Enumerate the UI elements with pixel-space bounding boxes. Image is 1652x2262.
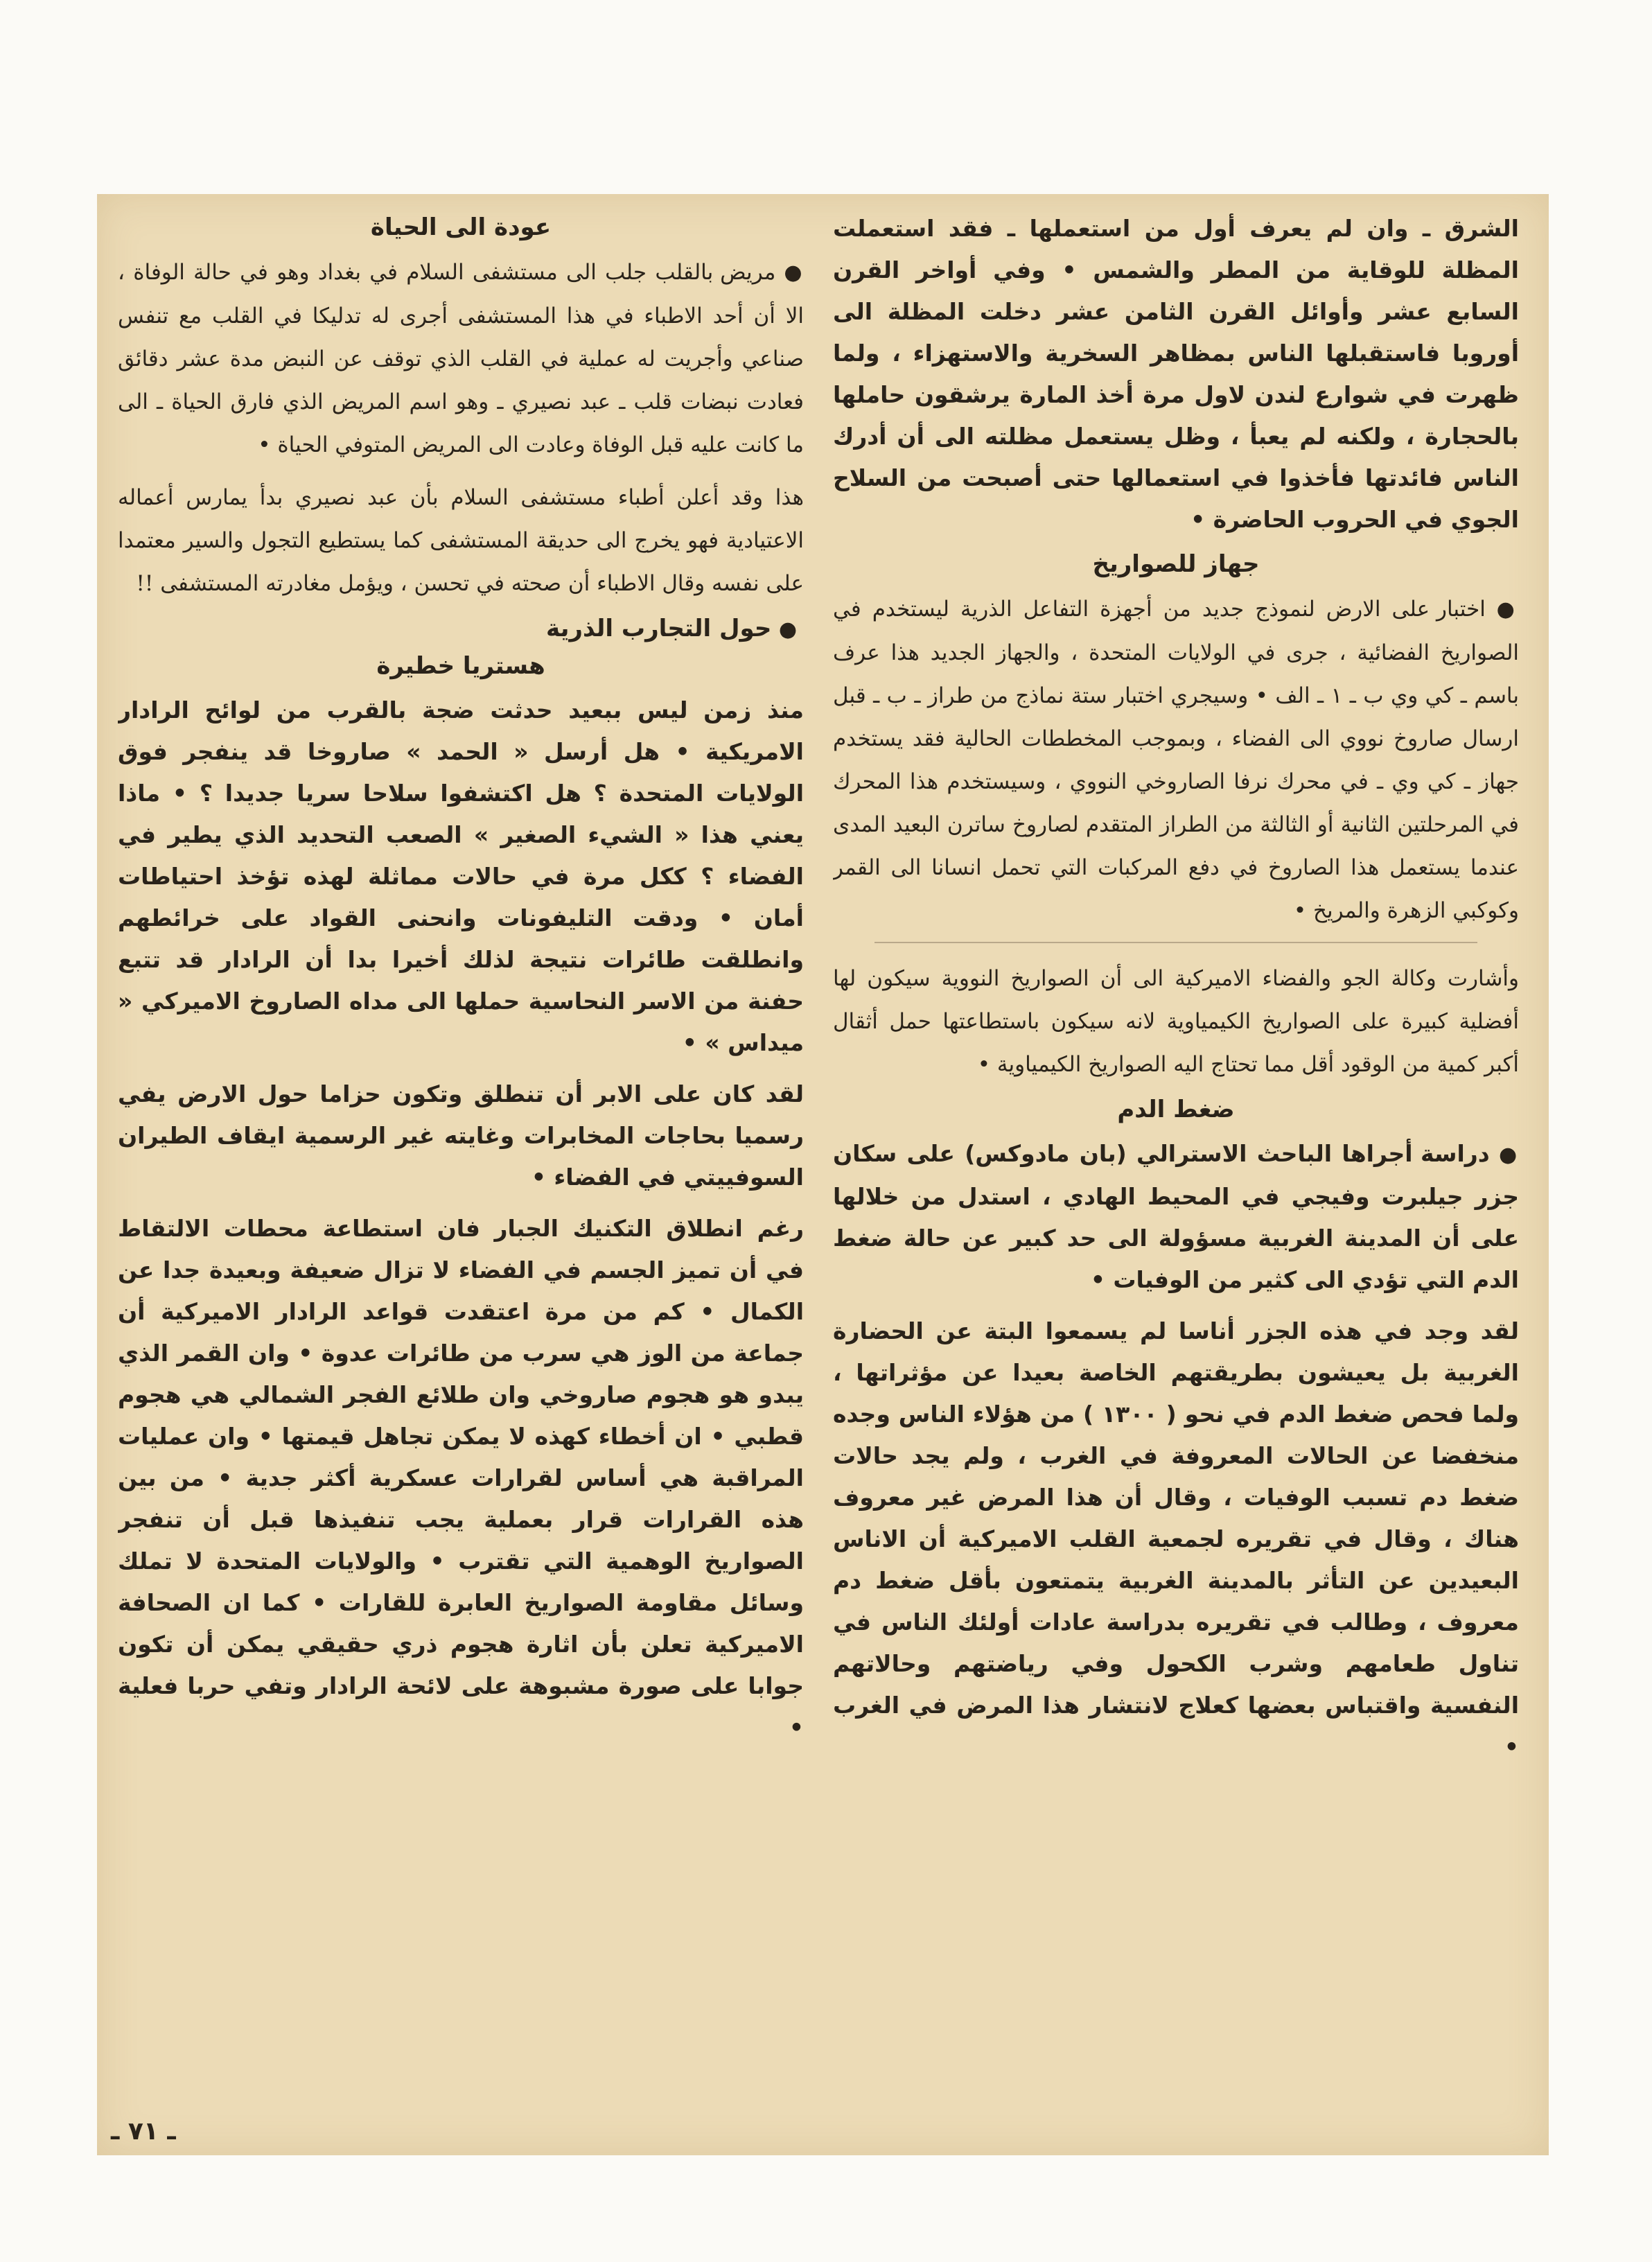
hysteria-paragraph-3: رغم انطلاق التكنيك الجبار فان استطاعة محطات الالتقاط في أن تميز الجسم في الفضاء لا تزال ضعيفة وبعيدة جدا عن الكمال • كم من مرة اعتقدت قواعد الرادار الاميركية أن جماعة من الوز هي سرب من طائرات عدوة • وان القمر الذي يبدو هو هجوم صاروخي وان طلائع الفجر الشمالي هي هجوم قطبي • ان أخطاء كهذه لا يمكن تجاهل قيمتها • وان عمليات المراقبة هي أساس لقرارات عسكرية أكثر جدية • من بين هذه القرارات قرار بعملية يجب تنفيذها قبل أن تنفجر الصواريخ الوهمية التي تقترب • والولايات المتحدة لا تملك وسائل مقاومة الصواريخ العابرة للقارات • كما ان الصحافة الاميركية تعلن بأن اثارة هجوم ذري حقيقي يمكن أن تكون جوابا على صورة مشبوهة على لائحة الرادار وتفي حربا فعلية • [118,1215,804,1741]
blood-pressure-paragraph-2: لقد وجد في هذه الجزر أناسا لم يسمعوا البتة عن الحضارة الغربية بل يعيشون بطريقتهم الخاصة بعيدا عن مؤثراتها ، ولما فحص ضغط الدم في نحو ( ١٣٠٠ ) من هؤلاء الناس وجده منخفضا عن الحالات المعروفة في الغرب ، ولم يجد حالات ضغط دم تسبب الوفيات ، وقال أن هذا المرض غير معروف هناك ، وقال في تقريره لجمعية القلب الاميركية أن الاناس البعيدين عن التأثر بالمدينة الغربية يتمتعون بأقل ضغط دم معروف ، وطالب في تقريره بدراسة عادات أولئك الناس في تناول طعامهم وشرب الكحول وفي رياضتهم وحالاتهم النفسية واقتباس بعضها كعلاج لانتشار هذا المرض في الغرب • [833,1317,1519,1760]
hysteria-paragraph-1: منذ زمن ليس ببعيد حدثت ضجة بالقرب من لوائح الرادار الامريكية • هل أرسل « الحمد » صاروخا قد ينفجر فوق الولايات المتحدة ؟ هل اكتشفوا سلاحا سريا جديدا ؟ • ماذا يعني هذا « الشيء الصغير » الصعب التحديد الذي يطير في الفضاء ؟ ككل مرة في حالات مماثلة لهذه تؤخذ احتياطات أمان • ودقت التليفونات وانحنى القواد على خرائطهم وانطلقت طائرات نتيجة لذلك أخيرا بدا أن الرادار قد تتبع حفنة من الاسر النحاسية حملها الى مداه الصاروخ الاميركي « ميداس » • [118,696,804,1056]
blood-pressure-heading: ضغط الدم [1117,1096,1235,1123]
return-to-life-heading: عودة الى الحياة [370,213,552,241]
hysteria-heading: هستريا خطيرة [376,652,545,680]
hysteria-paragraph-2: لقد كان على الابر أن تنطلق وتكون حزاما حول الارض يفي رسميا بحاجات المخابرات وغايته غير الرسمية ايقاف الطيران السوفييتي في الفضاء • [118,1080,804,1191]
left-column [118,208,804,2107]
right-column [833,208,1519,2107]
return-to-life-paragraph-1: ● مريض بالقلب جلب الى مستشفى السلام في بغداد وهو في حالة الوفاة ، الا أن أحد الاطباء في هذا المستشفى أجرى له تدليكا في القلب مع تنفس صناعي وأجريت له عملية في القلب الذي توقف عن النبض مدة عشر دقائق فعادت نبضات قلب ـ عبد نصيري ـ وهو اسم المريض الذي فارق الحياة ـ الى ما كانت عليه قبل الوفاة وعادت الى المريض المتوفي الحياة • [118,251,804,466]
blood-pressure-paragraph-1: ● دراسة أجراها الباحث الاسترالي (بان مادوكس) على سكان جزر جيلبرت وفيجي في المحيط الهادي ، استدل من خلالها على أن المدينة الغربية مسؤولة الى حد كبير عن حالة ضغط الدم التي تؤدي الى كثير من الوفيات • [833,1133,1519,1301]
page-number: ـ ٧١ ـ [111,2117,176,2146]
magazine-page [97,194,1549,2155]
separator-line [875,942,1477,943]
nuclear-tests-heading: ● حول التجارب الذرية [118,615,804,642]
rocket-paragraph-1: ● اختبار على الارض لنموذج جديد من أجهزة التفاعل الذرية ليستخدم في الصواريخ الفضائية ، جرى في الولايات المتحدة ، والجهاز الجديد هذا عرف باسم ـ كي وي ب ـ ١ ـ الف • وسيجري اختبار ستة نماذج من طراز ـ ب ـ قبل ارسال صاروخ نووي الى الفضاء ، وبموجب المخططات الحالية فقد يستخدم جهاز ـ كي وي ـ في محرك نرفا الصاروخي النووي ، وسيستخدم هذا المحرك في المرحلتين الثانية أو الثالثة من الطراز المتقدم لصاروخ ساترن البعيد المدى عندما يستعمل هذا الصاروخ في دفع المركبات التي تحمل انسانا الى القمر وكوكبي الزهرة والمريخ • [833,588,1519,932]
rocket-heading: جهاز للصواريخ [1092,550,1260,578]
return-to-life-paragraph-2: هذا وقد أعلن أطباء مستشفى السلام بأن عبد نصيري بدأ يمارس أعماله الاعتيادية فهو يخرج الى حديقة المستشفى كما يستطيع التجول والسير معتمدا على نفسه وقال الاطباء أن صحته في تحسن ، ويؤمل مغادرته المستشفى !! [118,485,804,596]
rocket-paragraph-2: وأشارت وكالة الجو والفضاء الاميركية الى أن الصواريخ النووية سيكون لها أفضلية كبيرة على الصواريخ الكيمياوية لانه سيكون باستطاعتها حمل أثقال أكبر كمية من الوقود أقل مما تحتاج اليه الصواريخ الكيمياوية • [833,966,1519,1077]
umbrella-paragraph: الشرق ـ وان لم يعرف أول من استعملها ـ فقد استعملت المظلة للوقاية من المطر والشمس • وفي أواخر القرن السابع عشر وأوائل القرن الثامن عشر دخلت المظلة الى أوروبا فاستقبلها الناس بمظاهر السخرية والاستهزاء ، ولما ظهرت في شوارع لندن لاول مرة أخذ المارة يرشقون حاملها بالحجارة ، ولكنه لم يعبأ ، وظل يستعمل مظلته الى أن أدرك الناس فائدتها فأخذوا في استعمالها حتى أصبحت من السلاح الجوي في الحروب الحاضرة • [833,215,1519,533]
